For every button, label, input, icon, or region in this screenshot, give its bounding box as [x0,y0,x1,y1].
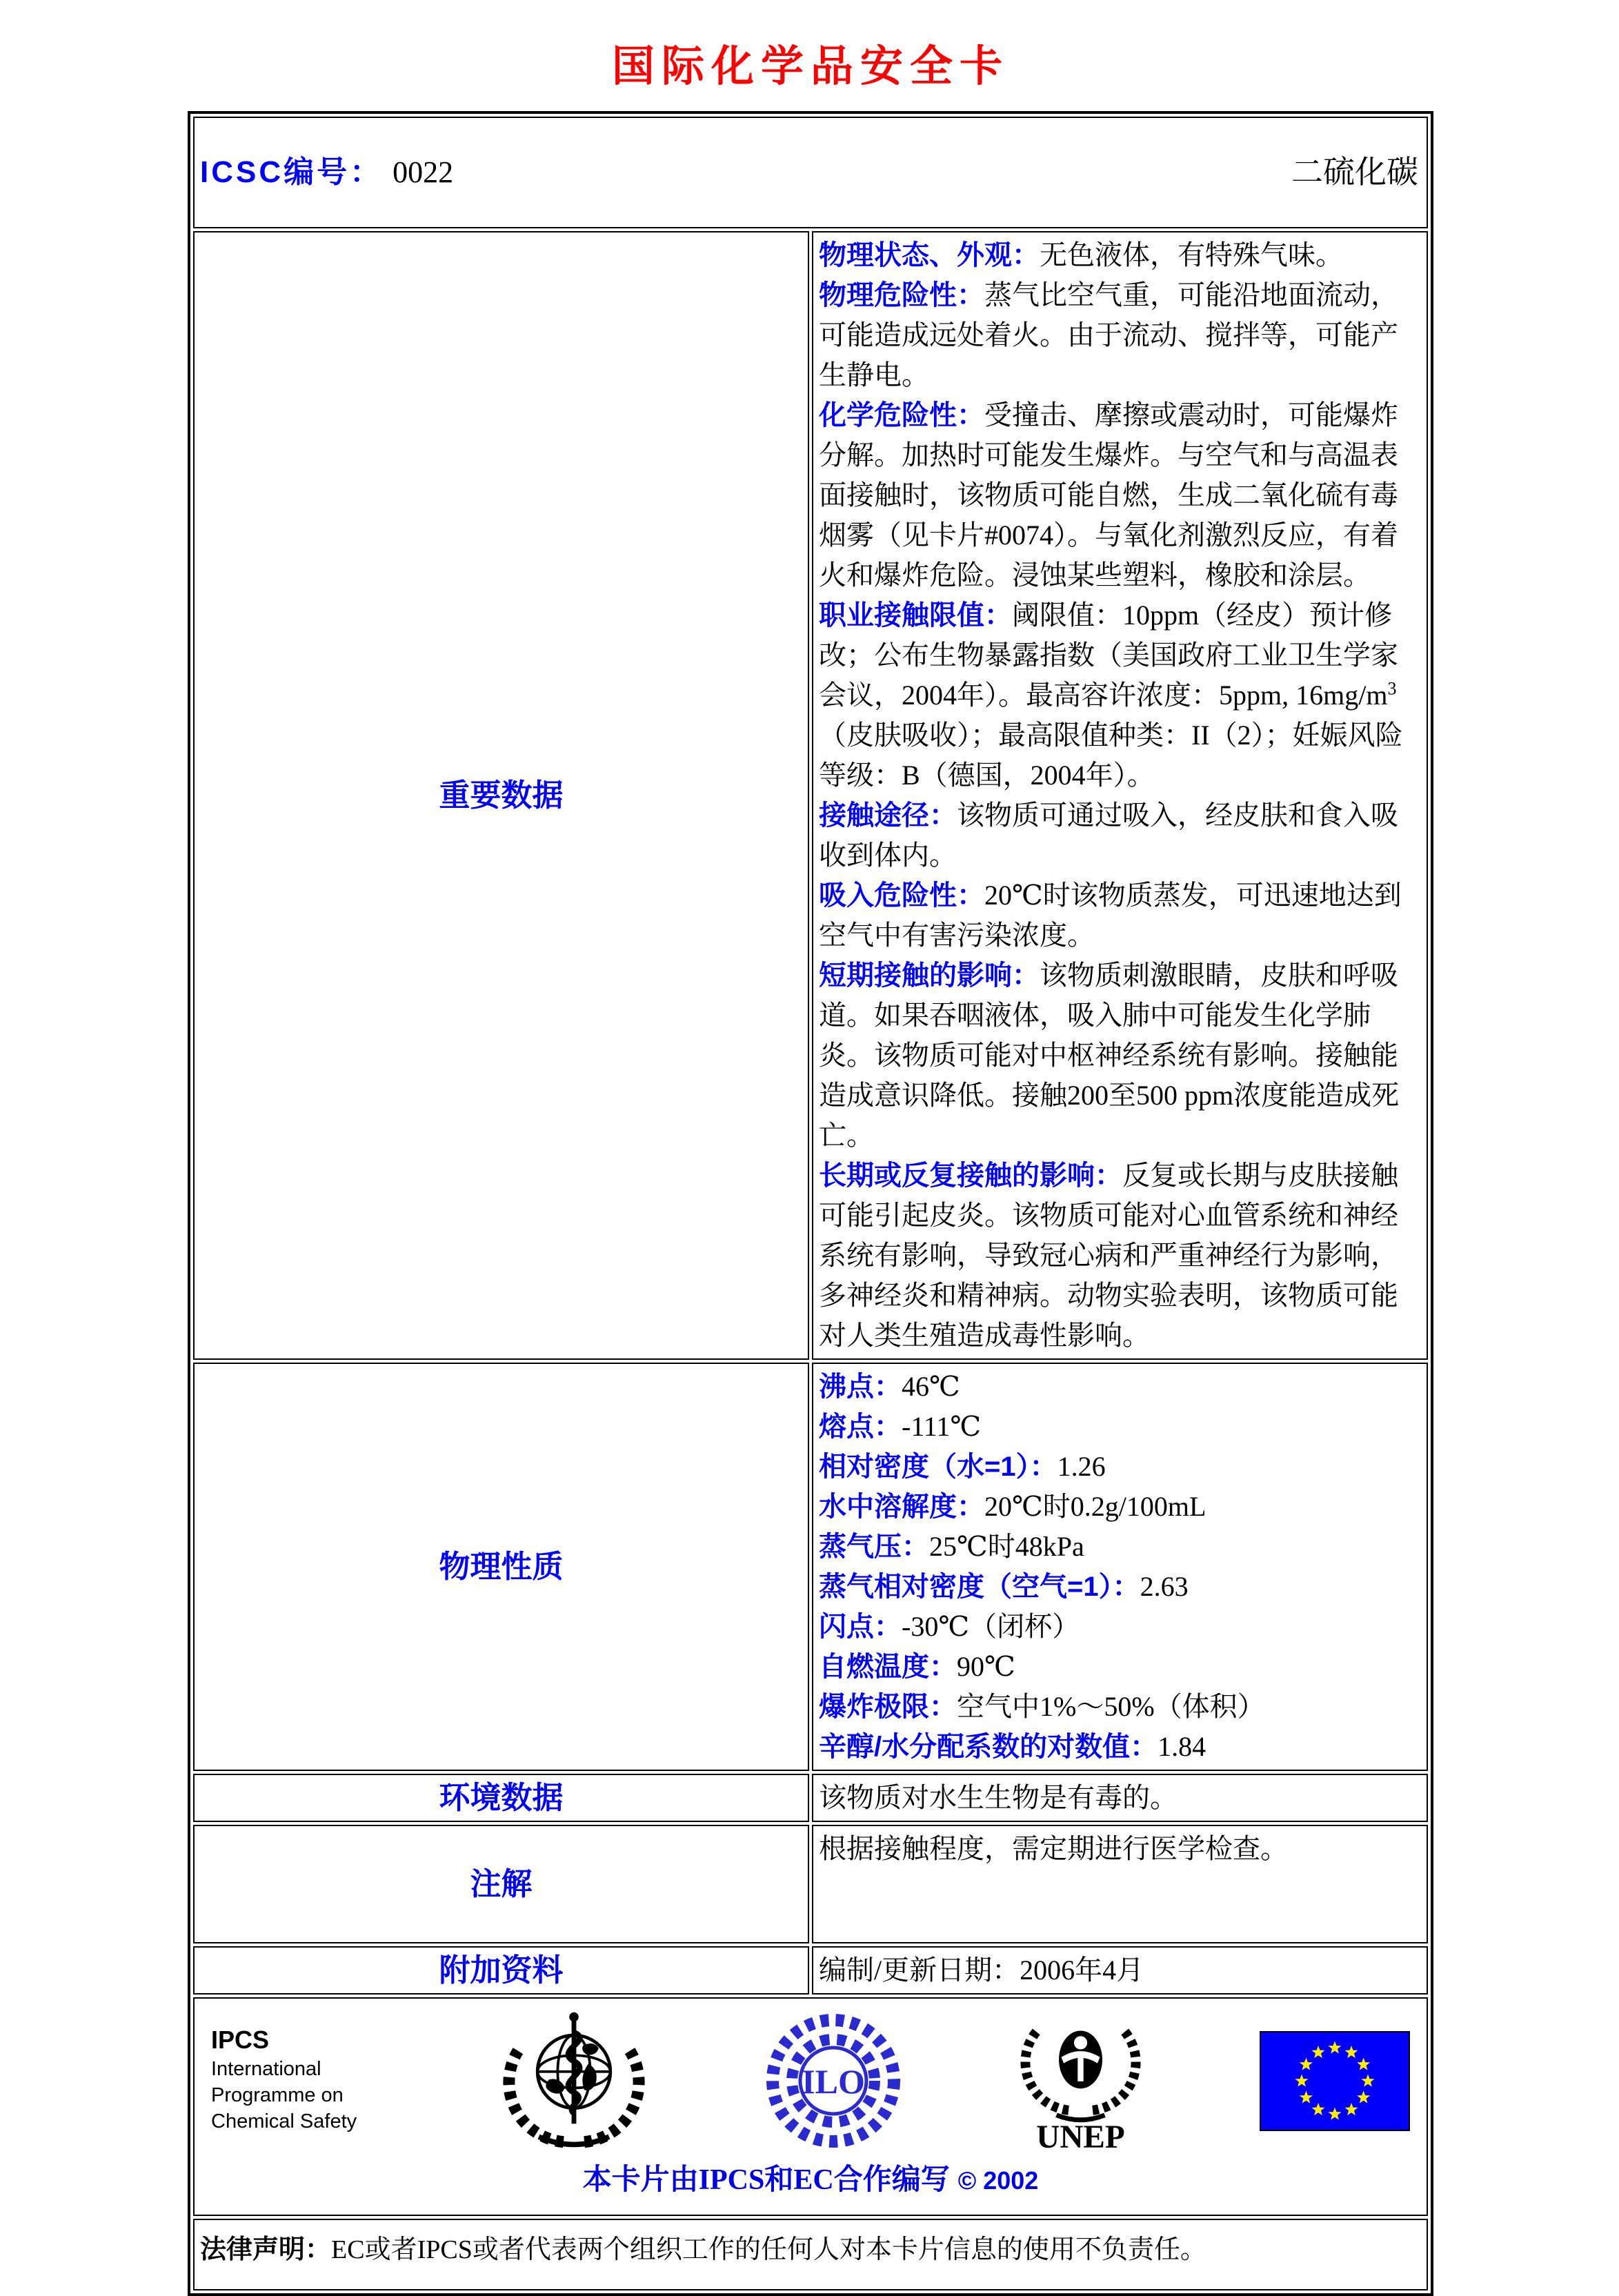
ilo-wordmark: ILO [801,2062,865,2101]
property-item [819,1727,1421,1767]
item-text: 20℃时该物质蒸发，可迅速地达到空气中有害污染浓度。 [819,880,1402,951]
property-item [819,1527,1421,1567]
property-value: 20℃时0.2g/100mL [984,1491,1206,1522]
property-label: 闪点： [819,1612,902,1642]
legal-notice-text: EC或者IPCS或者代表两个组织工作的任何人对本卡片信息的使用不负责任。 [331,2235,1206,2264]
property-value: -111℃ [902,1411,982,1442]
property-label: 辛醇/水分配系数的对数值： [819,1732,1158,1762]
property-label: 蒸气相对密度（空气=1）： [819,1572,1140,1602]
item-text: 受撞击、摩擦或震动时，可能爆炸分解。加热时可能发生爆炸。与空气和与高温表面接触时，该物质可能自燃，生成二氧化硫有毒烟雾（见卡片#0074）。与氧化剂激烈反应，有着火和爆炸危险。浸蚀某些塑料，橡胶和涂层。 [819,399,1398,591]
ipcs-line: Chemical Safety [211,2110,357,2132]
item-text: 无色液体，有特殊气味。 [1040,239,1343,270]
property-value: 46℃ [902,1371,960,1402]
item-text: 反复或长期与皮肤接触可能引起皮炎。该物质可能对心血管系统和神经系统有影响，导致冠心病和严重神经行为影响，多神经炎和精神病。动物实验表明，该物质可能对人类生殖造成毒性影响。 [819,1160,1398,1351]
item-label: 物理危险性： [819,280,984,310]
important-data-row [193,231,1428,1360]
property-item [819,1607,1421,1647]
item-label: 化学危险性： [819,400,984,430]
data-item [819,875,1421,956]
property-item [819,1647,1421,1687]
property-label: 熔点： [819,1412,902,1442]
property-value: -30℃（闭杯） [902,1611,1080,1642]
item-text: 该物质可通过吸入，经皮肤和食入吸收到体内。 [819,800,1398,871]
data-item [819,795,1421,875]
additional-info-row [193,1946,1428,1995]
item-label: 短期接触的影响： [819,960,1040,991]
logos-cell [193,1997,1428,2216]
environmental-data-row [193,1774,1428,1822]
property-value: 1.26 [1057,1451,1106,1482]
property-label: 水中溶解度： [819,1492,984,1522]
who-logo-icon [502,2012,646,2150]
property-label: 沸点： [819,1372,902,1402]
icsc-number-value: 0022 [393,155,454,189]
superscript: 3 [1387,678,1397,699]
eu-flag-icon [1260,2031,1410,2131]
header-row [193,117,1428,228]
property-value: 1.84 [1158,1731,1206,1762]
legal-row [193,2219,1428,2290]
data-item [819,956,1421,1156]
section-content-environmental-data: 该物质对水生生物是有毒的。 [812,1774,1428,1822]
logos-row [193,1997,1428,2216]
property-value: 90℃ [957,1651,1015,1682]
item-label: 吸入危险性： [819,880,984,911]
property-value: 2.63 [1140,1571,1189,1602]
item-text: （皮肤吸收）；最高限值种类：II（2）；妊娠风险等级：B（德国，2004年）。 [819,720,1403,791]
property-item [819,1567,1421,1607]
legal-notice-cell [193,2219,1428,2290]
property-item [819,1447,1421,1487]
data-item [819,235,1421,275]
chemical-name: 二硫化碳 [1291,155,1418,190]
item-label: 物理状态、外观： [819,240,1040,270]
property-label: 自燃温度： [819,1652,957,1682]
property-value: 空气中1%～50%（体积） [957,1691,1265,1722]
item-label: 职业接触限值： [819,600,1012,631]
item-text: 阈限值：10ppm（经皮）预计修改；公布生物暴露指数（美国政府工业卫生学家会议，2004年）。最高容许浓度：5ppm, 16mg/m [819,600,1398,711]
section-label-environmental-data: 环境数据 [193,1774,809,1822]
property-value: 25℃时48kPa [929,1531,1084,1562]
legal-notice-label: 法律声明： [200,2235,332,2264]
copyright-text: © 2002 [957,2166,1039,2195]
section-content-notes: 根据接触程度，需定期进行医学检查。 [812,1825,1428,1943]
section-content-additional-info: 编制/更新日期：2006年4月 [812,1946,1428,1995]
ilo-logo-icon [764,2012,902,2150]
data-item [819,395,1421,595]
property-label: 爆炸极限： [819,1692,957,1722]
cooperation-caption [201,2160,1420,2201]
section-label-notes: 注解 [193,1825,809,1943]
physical-properties-row [193,1363,1428,1771]
page-title: 国际化学品安全卡 [611,43,1009,90]
section-label-physical-properties: 物理性质 [193,1363,809,1771]
section-label-additional-info: 附加资料 [193,1946,809,1995]
logo-strip [201,2008,1420,2153]
data-item [819,595,1421,795]
ipcs-line: Programme on [211,2084,344,2106]
unep-logo-icon [1020,2009,1141,2152]
ipcs-acronym: IPCS [211,2026,270,2054]
property-item [819,1367,1421,1407]
unep-wordmark: UNEP [1036,2119,1125,2152]
caption-text: 本卡片由IPCS和EC合作编写 [582,2164,950,2196]
data-item [819,1156,1421,1356]
icsc-card [188,111,1433,2296]
ipcs-line: International [211,2058,321,2080]
ipcs-text-block [211,2027,384,2135]
section-label-important-data: 重要数据 [193,231,809,1360]
section-content-physical-properties [812,1363,1428,1771]
property-label: 相对密度（水=1）： [819,1452,1057,1482]
property-item [819,1407,1421,1447]
property-item [819,1487,1421,1527]
icsc-number-label: ICSC编号： [200,155,384,189]
data-item [819,275,1421,395]
property-item [819,1687,1421,1727]
item-label: 接触途径： [819,800,957,831]
item-label: 长期或反复接触的影响： [819,1160,1122,1191]
icsc-table [188,111,1433,2296]
item-text: 蒸气比空气重，可能沿地面流动，可能造成远处着火。由于流动、搅拌等，可能产生静电。 [819,279,1398,390]
notes-row [193,1825,1428,1943]
section-content-important-data [812,231,1428,1360]
header-cell [193,117,1428,228]
item-text: 该物质刺激眼睛，皮肤和呼吸道。如果吞咽液体，吸入肺中可能发生化学肺炎。该物质可能对中枢神经系统有影响。接触能造成意识降低。接触200至500 ppm浓度能造成死亡。 [819,960,1400,1151]
property-label: 蒸气压： [819,1532,929,1562]
